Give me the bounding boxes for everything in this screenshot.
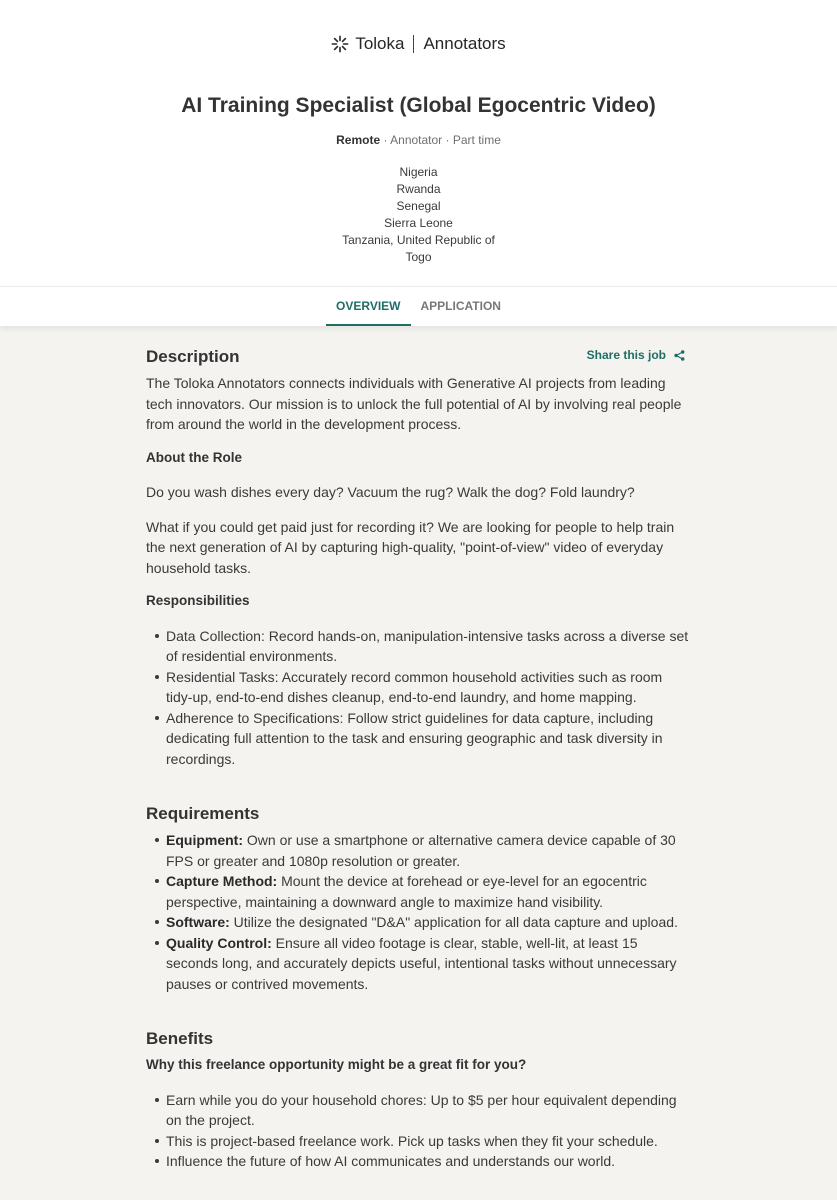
list-item bbox=[166, 871, 691, 912]
list-item bbox=[166, 933, 691, 995]
benefits-section bbox=[146, 1028, 691, 1172]
employment-type: Part time bbox=[452, 133, 501, 147]
intro-paragraph: The Toloka Annotators connects individuals with Generative AI projects from leading tech innovators. Our mission is to unlock the full potential of AI by involving real people from around the world in the development process. bbox=[146, 375, 682, 432]
location-list bbox=[0, 164, 837, 266]
meta-separator: · bbox=[380, 133, 391, 147]
description-heading: Description bbox=[146, 347, 240, 366]
requirement-label: Equipment: bbox=[166, 832, 243, 848]
location-item: Senegal bbox=[396, 199, 441, 213]
requirement-label: Software: bbox=[166, 914, 230, 930]
requirement-label: Capture Method: bbox=[166, 873, 278, 889]
list-item: This is project-based freelance work. Pick up tasks when they fit your schedule. bbox=[166, 1131, 691, 1152]
location-item: Rwanda bbox=[396, 182, 441, 196]
requirements-list bbox=[146, 830, 691, 994]
about-paragraph: Do you wash dishes every day? Vacuum the rug? Walk the dog? Fold laundry? bbox=[146, 484, 635, 500]
location-item: Sierra Leone bbox=[384, 216, 453, 230]
department: Annotator bbox=[390, 133, 443, 147]
description-section bbox=[146, 346, 691, 769]
benefits-heading: Benefits bbox=[146, 1029, 214, 1048]
list-item: Earn while you do your household chores: Up to $5 per hour equivalent depending on the project. bbox=[166, 1090, 691, 1131]
tab-bar bbox=[0, 286, 837, 326]
list-item bbox=[166, 912, 691, 933]
benefits-list bbox=[146, 1090, 691, 1172]
job-meta bbox=[0, 133, 837, 147]
workplace-type: Remote bbox=[336, 133, 381, 147]
location-item: Tanzania, United Republic of bbox=[342, 233, 495, 247]
job-description bbox=[146, 326, 691, 1172]
list-item: Residential Tasks: Accurately record common household activities such as room tidy-up, end-to-end dishes cleanup, end-to-end laundry, and home mapping. bbox=[166, 667, 691, 708]
toloka-logo-icon bbox=[331, 35, 349, 53]
tab-application[interactable]: APPLICATION bbox=[420, 299, 501, 313]
requirement-text: Ensure all video footage is clear, stable, well-lit, at least 15 seconds long, and accurately depicts useful, intentional tasks without unnecessary pauses or contrived movements. bbox=[166, 934, 677, 992]
requirements-heading: Requirements bbox=[146, 804, 260, 823]
share-icon bbox=[674, 350, 685, 361]
job-header bbox=[0, 0, 837, 286]
brand-name: Toloka bbox=[355, 34, 405, 53]
brand-logo[interactable] bbox=[0, 34, 837, 54]
benefits-subheading: Why this freelance opportunity might be a great fit for you? bbox=[146, 1057, 527, 1072]
job-title: AI Training Specialist (Global Egocentric Video) bbox=[181, 94, 656, 117]
requirement-text: Utilize the designated "D&A" application for all data capture and upload. bbox=[229, 914, 678, 930]
location-item: Togo bbox=[405, 250, 432, 264]
requirement-text: Mount the device at forehead or eye-level for an egocentric perspective, maintaining a downward angle to maximize hand visibility. bbox=[166, 873, 647, 910]
share-job-link[interactable] bbox=[587, 348, 685, 362]
requirement-text: Own or use a smartphone or alternative camera device capable of 30 FPS or greater and 1080p resolution or greater. bbox=[166, 832, 676, 869]
list-item: Influence the future of how AI communicates and understands our world. bbox=[166, 1151, 691, 1172]
location-item: Nigeria bbox=[399, 165, 438, 179]
meta-separator: · bbox=[442, 133, 453, 147]
tab-overview[interactable]: OVERVIEW bbox=[326, 287, 410, 326]
requirement-label: Quality Control: bbox=[166, 934, 272, 951]
responsibilities-heading: Responsibilities bbox=[146, 593, 250, 608]
about-paragraph: What if you could get paid just for recording it? We are looking for people to help train the next generation of AI by capturing high-quality, "point-of-view" video of everyday household tasks. bbox=[146, 518, 675, 576]
about-role-heading: About the Role bbox=[146, 449, 242, 465]
list-item: Data Collection: Record hands-on, manipulation-intensive tasks across a diverse set of residential environments. bbox=[166, 626, 691, 667]
requirements-section bbox=[146, 803, 691, 994]
responsibilities-list bbox=[146, 626, 691, 770]
list-item bbox=[166, 830, 691, 871]
brand-suffix: Annotators bbox=[423, 34, 506, 53]
share-label: Share this job bbox=[586, 348, 666, 362]
list-item: Adherence to Specifications: Follow strict guidelines for data capture, including dedicating full attention to the task and ensuring geographic and task diversity in recordings. bbox=[166, 708, 691, 770]
brand-divider bbox=[413, 35, 414, 53]
